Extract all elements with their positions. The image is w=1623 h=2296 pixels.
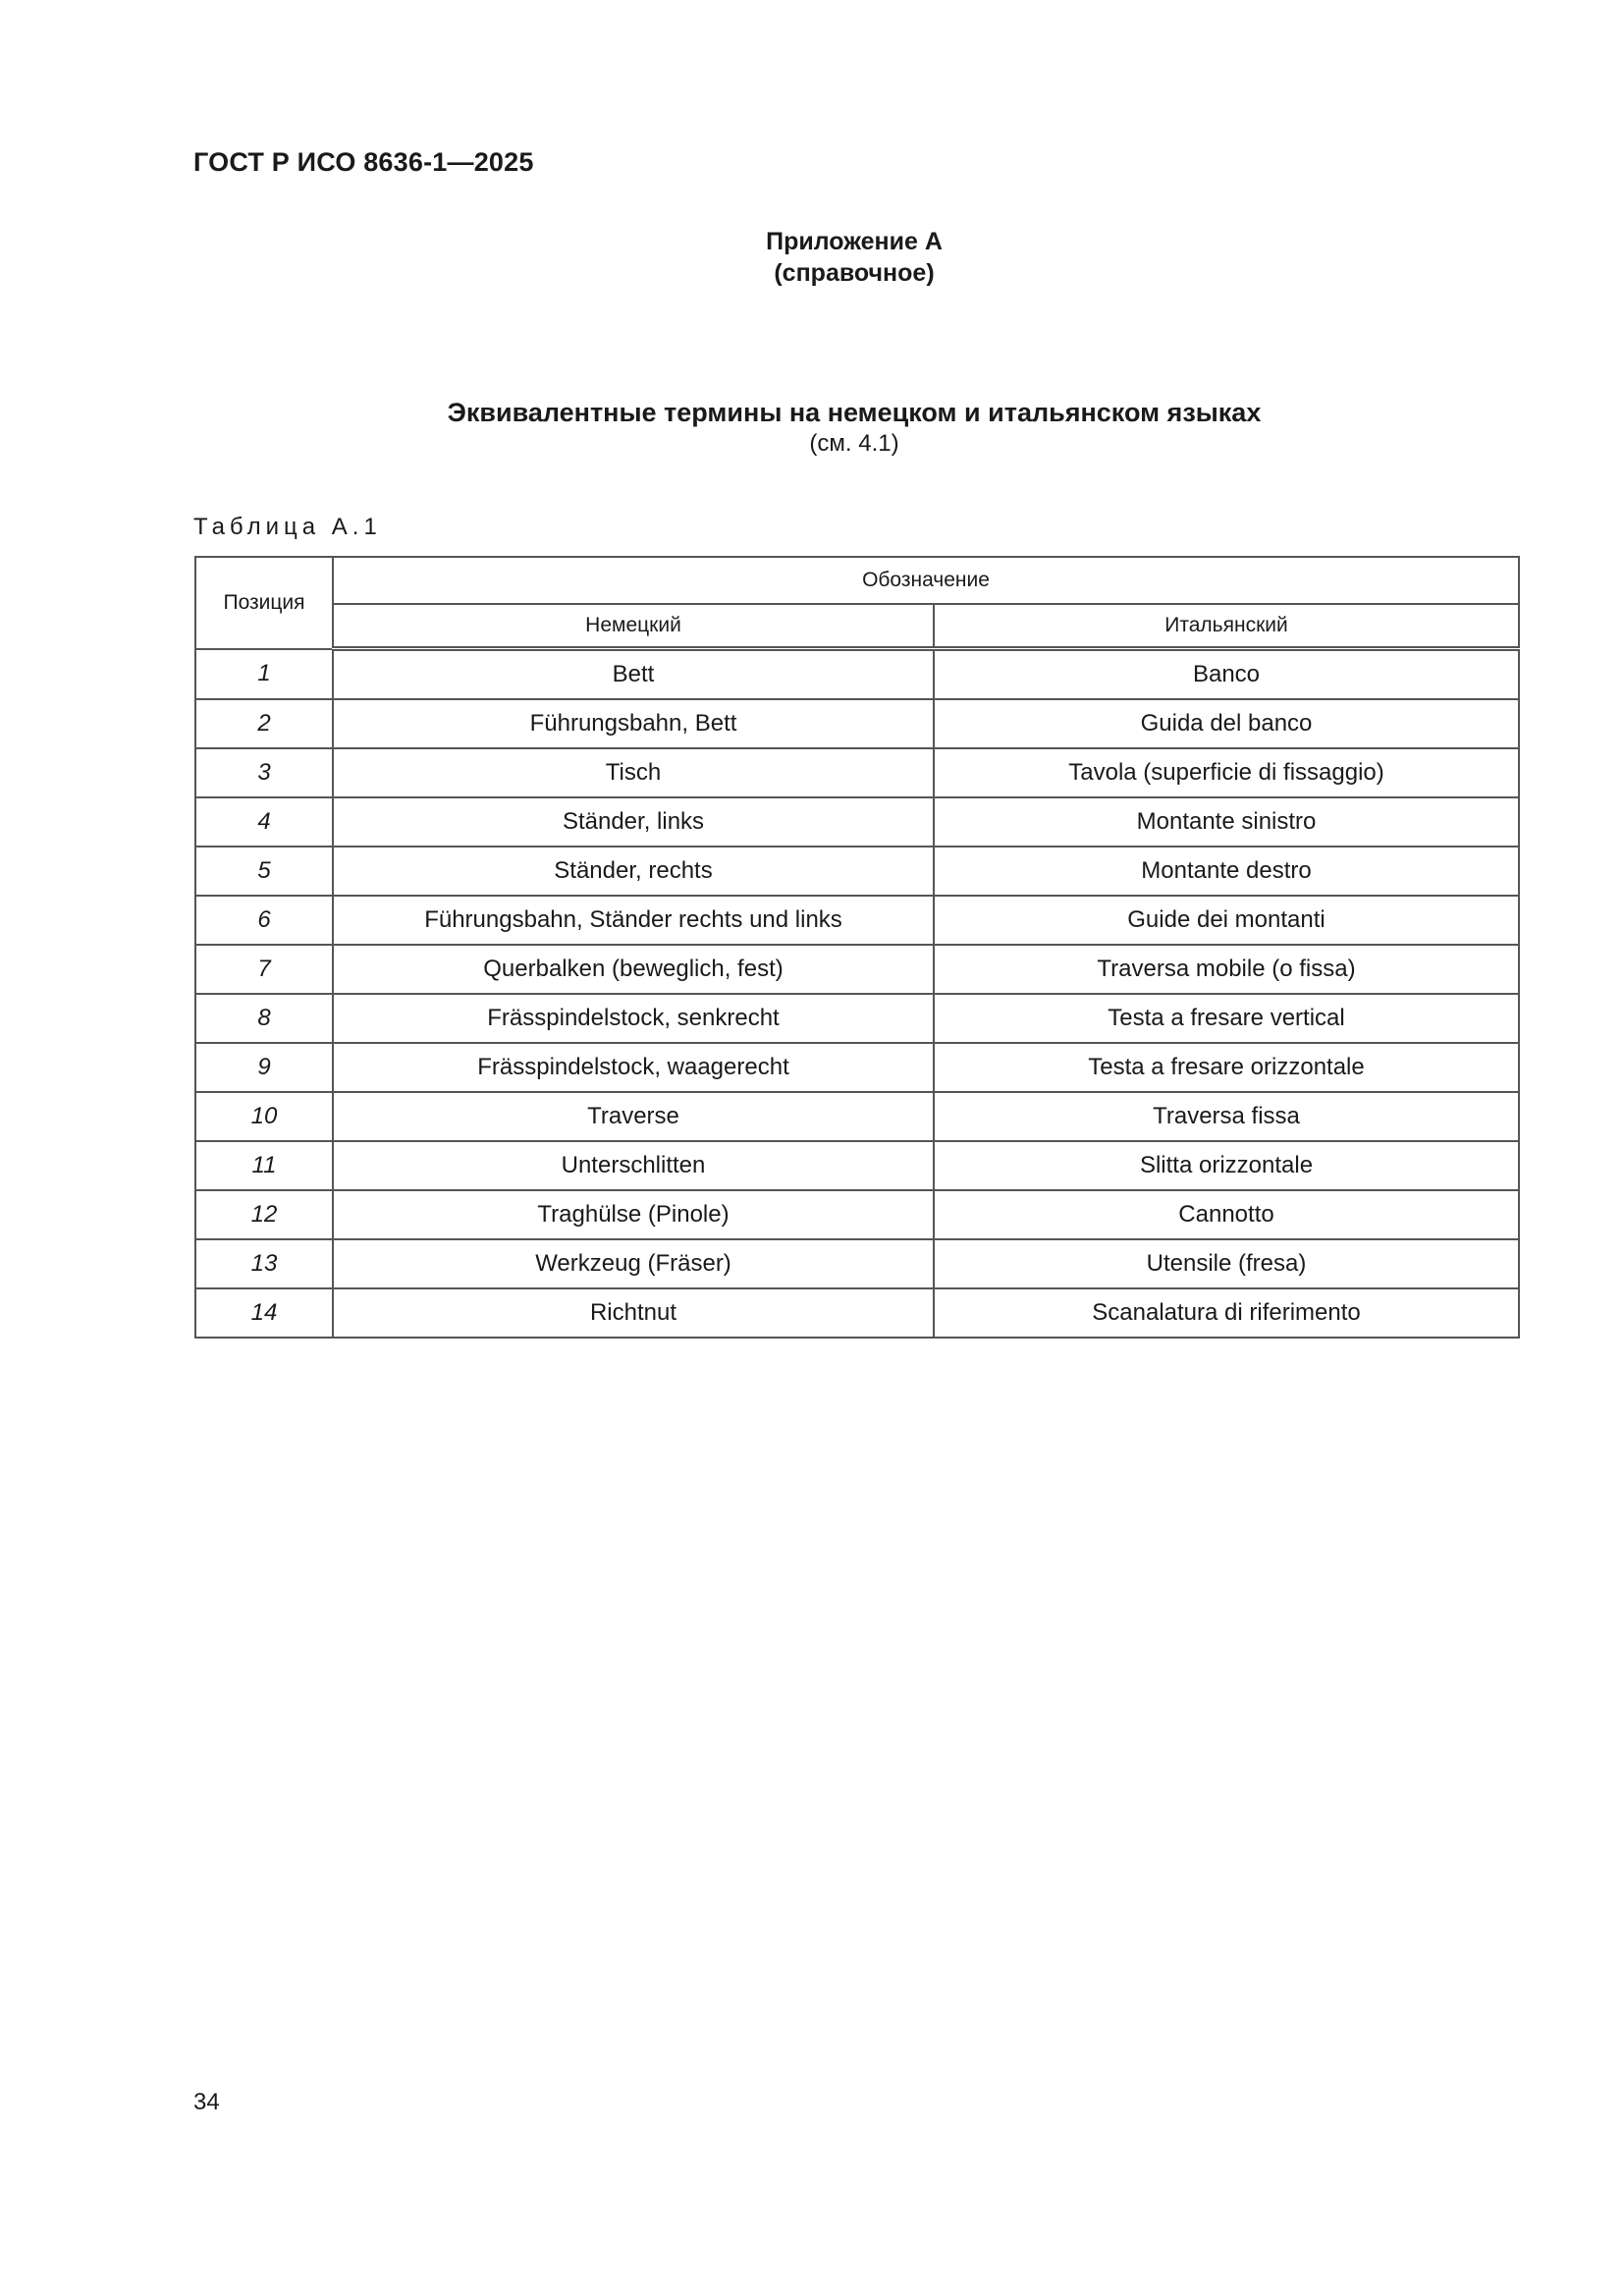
table-row (195, 1092, 1519, 1141)
cell-italian: Utensile (fresa) (934, 1239, 1519, 1288)
cell-italian: Banco (934, 649, 1519, 700)
cell-italian: Slitta orizzontale (934, 1141, 1519, 1190)
cell-italian: Traversa mobile (o fissa) (934, 945, 1519, 994)
cell-position: 2 (195, 699, 333, 748)
cell-position: 9 (195, 1043, 333, 1092)
table-row (195, 1288, 1519, 1338)
cell-german: Unterschlitten (333, 1141, 934, 1190)
cell-position: 11 (195, 1141, 333, 1190)
table-row (195, 994, 1519, 1043)
cell-position: 4 (195, 797, 333, 847)
cell-italian: Montante destro (934, 847, 1519, 896)
cell-german: Querbalken (beweglich, fest) (333, 945, 934, 994)
cell-german: Führungsbahn, Ständer rechts und links (333, 896, 934, 945)
cell-position: 5 (195, 847, 333, 896)
table-row (195, 699, 1519, 748)
header-position: Позиция (195, 557, 333, 649)
cell-italian: Testa a fresare vertical (934, 994, 1519, 1043)
table-row (195, 1190, 1519, 1239)
cell-position: 10 (195, 1092, 333, 1141)
table-row (195, 1239, 1519, 1288)
cell-german: Werkzeug (Fräser) (333, 1239, 934, 1288)
table-row (195, 847, 1519, 896)
cell-german: Bett (333, 649, 934, 700)
table-row (195, 1043, 1519, 1092)
document-code: ГОСТ Р ИСО 8636-1—2025 (193, 147, 534, 177)
page-number: 34 (193, 2089, 220, 2115)
header-german: Немецкий (333, 604, 934, 649)
table-caption: Таблица А.1 (193, 514, 382, 540)
cell-position: 14 (195, 1288, 333, 1338)
cell-german: Frässpindelstock, waagerecht (333, 1043, 934, 1092)
table-row (195, 649, 1519, 700)
cell-position: 3 (195, 748, 333, 797)
cell-italian: Scanalatura di riferimento (934, 1288, 1519, 1338)
header-italian: Итальянский (934, 604, 1519, 649)
annex-status: (справочное) (774, 259, 935, 287)
section-reference: (см. 4.1) (809, 430, 899, 457)
cell-italian: Testa a fresare orizzontale (934, 1043, 1519, 1092)
cell-italian: Guide dei montanti (934, 896, 1519, 945)
table-row (195, 945, 1519, 994)
cell-german: Frässpindelstock, senkrecht (333, 994, 934, 1043)
table-row (195, 896, 1519, 945)
cell-position: 12 (195, 1190, 333, 1239)
table-row (195, 748, 1519, 797)
section-title: Эквивалентные термины на немецком и итальянском языках (447, 398, 1262, 427)
cell-position: 6 (195, 896, 333, 945)
cell-german: Führungsbahn, Bett (333, 699, 934, 748)
cell-italian: Montante sinistro (934, 797, 1519, 847)
cell-italian: Tavola (superficie di fissaggio) (934, 748, 1519, 797)
cell-german: Richtnut (333, 1288, 934, 1338)
cell-position: 13 (195, 1239, 333, 1288)
cell-german: Traverse (333, 1092, 934, 1141)
cell-position: 7 (195, 945, 333, 994)
cell-german: Traghülse (Pinole) (333, 1190, 934, 1239)
cell-german: Tisch (333, 748, 934, 797)
cell-italian: Cannotto (934, 1190, 1519, 1239)
cell-italian: Guida del banco (934, 699, 1519, 748)
cell-position: 1 (195, 649, 333, 700)
annex-title: Приложение А (766, 228, 943, 255)
cell-german: Ständer, links (333, 797, 934, 847)
table-row (195, 797, 1519, 847)
cell-german: Ständer, rechts (333, 847, 934, 896)
cell-italian: Traversa fissa (934, 1092, 1519, 1141)
header-designation: Обозначение (333, 557, 1519, 604)
terms-table (194, 556, 1520, 1339)
cell-position: 8 (195, 994, 333, 1043)
table-row (195, 1141, 1519, 1190)
